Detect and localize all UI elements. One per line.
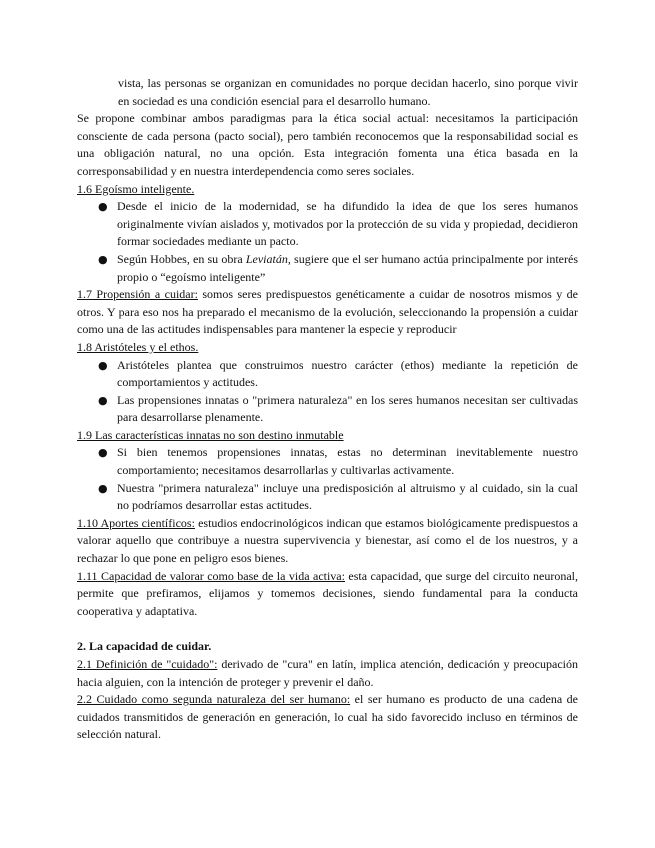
list-item: ● Desde el inicio de la modernidad, se ha difundido la idea de que los seres humanos originalmente vivían aislados y, motivados por la protección de su vida y propiedad, decidieron formar sociedades mediante un pacto. — [98, 199, 578, 249]
section-2-2: 2.2 Cuidado como segunda naturaleza del ser humano: el ser humano es producto de una cadena de cuidados transmitidos de generación en generación, lo cual ha sido favorecido incluso en términos de selección natural. — [77, 692, 578, 742]
spacer — [77, 620, 578, 638]
paragraph-ethics-proposal: Se propone combinar ambos paradigmas para la ética social actual: necesitamos la participación consciente de cada persona (pacto social), pero también reconocemos que la responsabilidad social es una obligación natural, no una opción. Esta integración fomenta una ética basada en la corresponsabilidad y en nuestra interdependencia como seres sociales. — [77, 111, 578, 178]
section-1-6-list — [77, 198, 578, 286]
list-item: ● Las propensiones innatas o "primera naturaleza" en los seres humanos necesitan ser cultivadas para desarrollarse plenamente. — [98, 392, 578, 425]
section-1-11-title: 1.11 Capacidad de valorar como base de la vida activa: — [77, 568, 345, 583]
list-item: ● Si bien tenemos propensiones innatas, estas no determinan inevitablemente nuestro comportamiento; necesitamos desarrollarlas y cultivarlas activamente. — [98, 445, 578, 478]
section-2-1: 2.1 Definición de "cuidado": derivado de "cura" en latín, implica atención, dedicación y preocupación hacia alguien, con la intención de proteger y prevenir el daño. — [77, 657, 578, 689]
section-2-heading: 2. La capacidad de cuidar. — [77, 639, 212, 654]
bullet-icon: ● — [98, 393, 108, 407]
section-2-2-title: 2.2 Cuidado como segunda naturaleza del ser humano: — [77, 692, 351, 707]
bullet-icon: ● — [98, 481, 108, 495]
bullet-icon: ● — [98, 446, 108, 460]
section-1-6-title: 1.6 Egoísmo inteligente. — [77, 181, 195, 196]
list-item: ● Aristóteles plantea que construimos nuestro carácter (ethos) mediante la repetición de comportamientos y actitudes. — [98, 357, 578, 390]
bullet-icon: ● — [98, 200, 108, 214]
bullet-icon: ● — [98, 252, 108, 266]
section-1-9-list — [77, 444, 578, 514]
section-1-8-title: 1.8 Aristóteles y el ethos. — [77, 339, 199, 354]
leviatan-title: Leviatán — [245, 251, 288, 266]
section-1-7: 1.7 Propensión a cuidar: somos seres predispuestos genéticamente a cuidar de nosotros mismos y de otros. Y para eso nos ha preparado el mecanismo de la evolución, seleccionando la propensión a cuidar como una de las actitudes indispensables para mantener la especie y reproducir — [77, 287, 578, 337]
section-1-10: 1.10 Aportes científicos: estudios endocrinológicos indican que estamos biológicamente predispuestos a valorar aquello que contribuye a nuestra supervivencia y bienestar, así como el de los nuestros, y a rechazar lo que pone en peligro esos bienes. — [77, 515, 578, 566]
list-item: ● Nuestra "primera naturaleza" incluye una predisposición al altruismo y al cuidado, sin la cual no podríamos desarrollar estas actitudes. — [98, 480, 578, 513]
section-1-9-title: 1.9 Las características innatas no son destino inmutable — [77, 427, 344, 442]
intro-continuation: vista, las personas se organizan en comunidades no porque decidan hacerlo, sino porque vivir en sociedad es una condición esencial para el desarrollo humano. — [118, 76, 578, 108]
section-1-7-title: 1.7 Propensión a cuidar: — [77, 287, 198, 302]
document-body — [77, 75, 578, 744]
section-1-10-title: 1.10 Aportes científicos: — [77, 515, 195, 530]
section-2-1-title: 2.1 Definición de "cuidado": — [77, 657, 218, 671]
section-1-11: 1.11 Capacidad de valorar como base de la vida activa: esta capacidad, que surge del circuito neuronal, permite que prefiramos, elijamos y tomemos decisiones, siendo fundamental para la conducta cooperativa y adaptativa. — [77, 568, 579, 618]
list-item: ● Según Hobbes, en su obra Leviatán, sugiere que el ser humano actúa principalmente por interés propio o “egoísmo inteligente” — [98, 251, 578, 284]
section-1-8-list — [77, 357, 578, 427]
bullet-icon: ● — [98, 358, 108, 372]
